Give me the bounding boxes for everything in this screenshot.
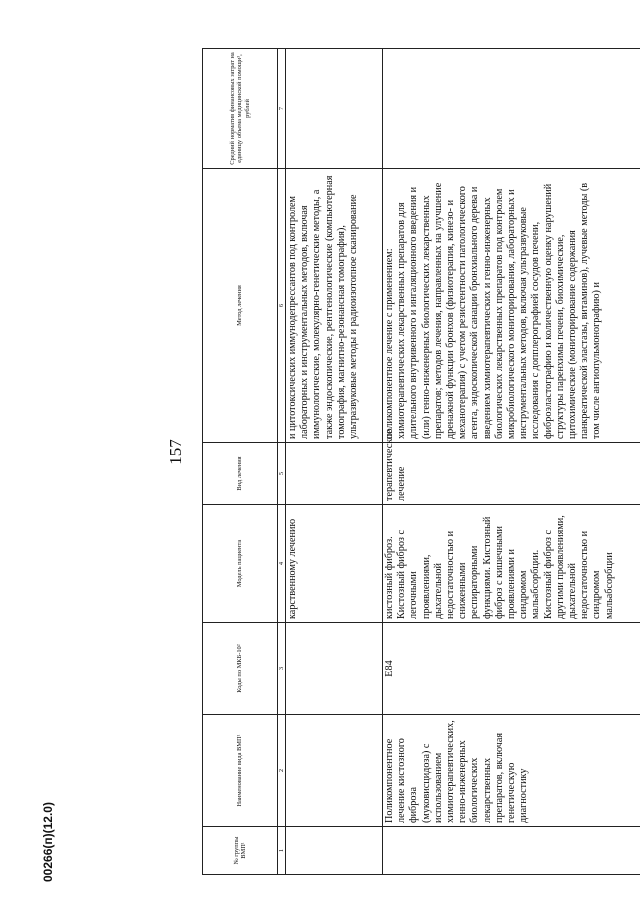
column-number: 1	[278, 827, 286, 875]
cell-vmp-name	[286, 715, 383, 827]
page-number: 157	[166, 439, 185, 465]
header-icd-codes: Коды по МКБ-10²	[203, 623, 278, 715]
table-header-row	[203, 49, 278, 875]
cell-group	[383, 827, 640, 875]
cell-treatment-method: и цитотоксических иммунодепрессантов под контролем лабораторных и инструментальных методов, включая иммунологические, молекулярно-генетические методы, а также эндоскопические, рентгенологические (компьютерная томография, магнитно-резонансная томография), ультразвуковые методы и радиоизотопное сканирование	[286, 169, 383, 443]
table-row	[286, 49, 383, 875]
treatment-table	[202, 48, 640, 875]
cell-treatment-method: поликомпонентное лечение с применением: химиотерапевтических лекарственных препаратов для длительного внутривенного и ингаляционного введения и (или) генно-инженерных биологических лекарственных препаратов; методов лечения, направленных на улучшение дренажной функции бронхов (физиотерапия, кинезо- и механотерапия) с учетом резистентности патологического агента, эндоскопической санации бронхиального дерева и введением химиотерапевтических и генно-инженерных биологических лекарственных препаратов под контролем микробиологического мониторирования, лабораторных и инструментальных методов, включая ультразвуковые исследования с допплерографией сосудов печени, фиброэластографию и количественную оценку нарушений структуры паренхимы печени, биохимические, цитохимические (мониторирование содержания панкреатической эластазы, витаминов), лучевые методы (в том числе ангиопульмонографию) и	[383, 169, 640, 443]
document-code: 00266(п)(12.0)	[41, 802, 55, 882]
header-average-cost: Средний норматив финансовых затрат на единицу объема медицинской помощи³, рублей	[203, 49, 278, 169]
header-group-number: № группы ВМП¹	[203, 827, 278, 875]
cell-treatment-type	[286, 443, 383, 505]
header-treatment-method: Метод лечения	[203, 169, 278, 443]
header-vmp-name: Наименование вида ВМП¹	[203, 715, 278, 827]
cell-average-cost	[286, 49, 383, 169]
column-number: 4	[278, 505, 286, 623]
cell-patient-model: карственному лечению	[286, 505, 383, 623]
column-number: 3	[278, 623, 286, 715]
header-treatment-type: Вид лечения	[203, 443, 278, 505]
cell-group	[286, 827, 383, 875]
cell-icd-codes: E84	[383, 623, 640, 715]
column-number: 2	[278, 715, 286, 827]
cell-treatment-type: терапевтическое лечение	[383, 443, 640, 505]
column-number-row	[278, 49, 286, 875]
column-number: 7	[278, 49, 286, 169]
cell-patient-model: кистозный фиброз. Кистозный фиброз с легочными проявлениями, дыхательной недостаточностью и сниженными респираторными функциями. Кистозный фиброз с кишечными проявлениями и синдромом мальабсорбции. Кистозный фиброз с другими проявлениями, дыхательной недостаточностью и синдромом мальабсорбции	[383, 505, 640, 623]
cell-average-cost	[383, 49, 640, 169]
column-number: 6	[278, 169, 286, 443]
cell-vmp-name: Поликомпонентное лечение кистозного фиброза (муковисцидоза) с использованием химиотерапевтических, генно-инженерных биологических лекарственных препаратов, включая генетическую диагностику	[383, 715, 640, 827]
table-row	[383, 49, 640, 875]
cell-icd-codes	[286, 623, 383, 715]
header-patient-model: Модель пациента	[203, 505, 278, 623]
column-number: 5	[278, 443, 286, 505]
rotated-page	[30, 12, 615, 892]
